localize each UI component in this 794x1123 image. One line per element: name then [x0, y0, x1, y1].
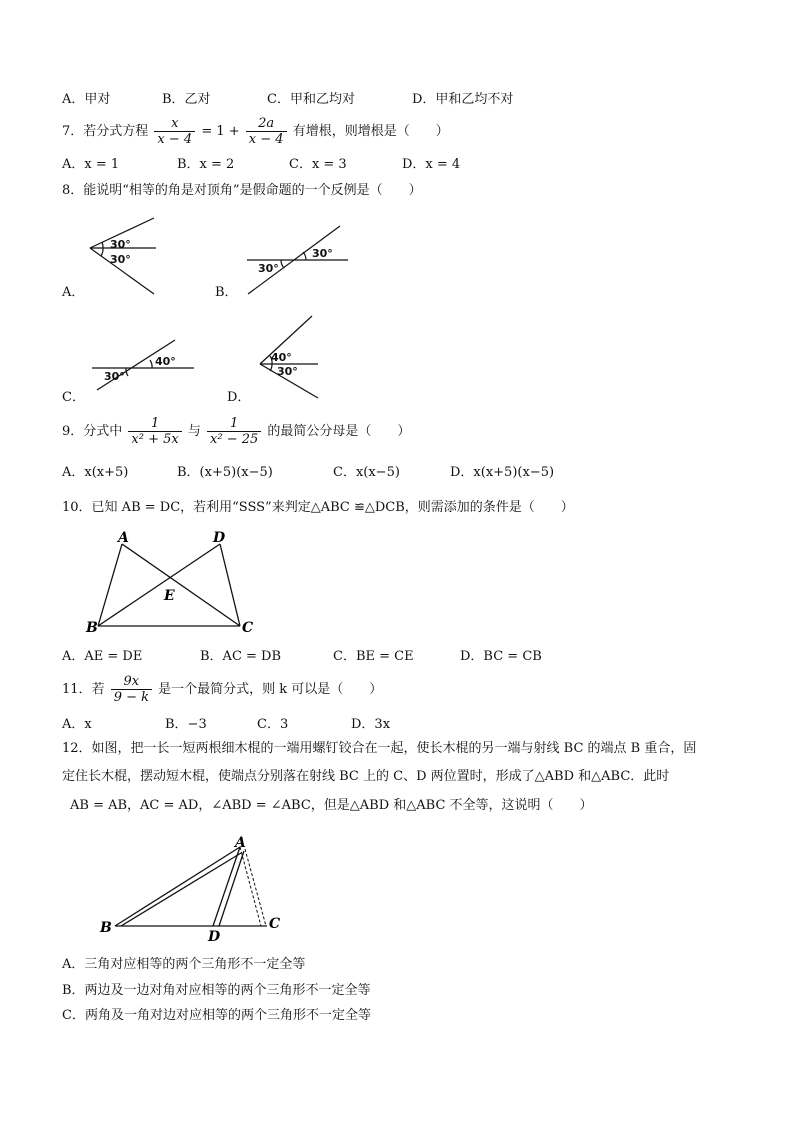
q12-point-d: D	[208, 929, 221, 945]
q9-option-a: A．x(x+5)	[62, 465, 129, 480]
q8-c-angle-1: 40°	[155, 355, 176, 368]
q8-d-angle-1: 40°	[271, 351, 292, 364]
q8-figures	[0, 210, 794, 410]
q11-suffix: 是一个最简分式，则 k 可以是（ ）	[158, 682, 383, 697]
q10-point-a: A	[118, 530, 129, 546]
q9-mid: 与	[187, 424, 201, 439]
q11-option-c: C．3	[257, 717, 289, 732]
q8-b-angle-1: 30°	[312, 247, 333, 260]
q8-label-a: A．	[62, 285, 85, 300]
q10-option-a: A．AE = DE	[62, 649, 143, 664]
q9-stem	[62, 412, 410, 452]
q12-line-3: AB = AB，AC = AD，∠ABD = ∠ABC，但是△ABD 和△ABC 不全等，这说明（ ）	[70, 798, 593, 813]
q10-point-c: C	[242, 620, 254, 636]
q11-option-a: A．x	[62, 717, 92, 732]
q12-option-b: B．两边及一边对角对应相等的两个三角形不一定全等	[62, 983, 371, 998]
q6-option-d: D．甲和乙均不对	[412, 92, 514, 107]
q8-label-b: B．	[215, 285, 238, 300]
q6-option-a: A．甲对	[62, 92, 111, 107]
q8-stem: 8．能说明“相等的角是对顶角”是假命题的一个反例是（ ）	[62, 183, 422, 198]
q8-figure-b	[247, 226, 348, 294]
q9-fraction-2: $\frac{1}{\text{x² − 25}}$	[207, 416, 261, 447]
q12-line-1: 12．如图，把一长一短两根细木棍的一端用螺钉铰合在一起，使长木棍的另一端与射线 BC 的端点 B 重合，固	[62, 741, 697, 756]
q12-point-b: B	[100, 920, 112, 936]
q10-option-b: B．AC = DB	[200, 649, 282, 664]
q12-point-c: C	[269, 916, 281, 932]
q11-prefix: 11．若	[62, 682, 105, 697]
q12-point-a: A	[235, 835, 246, 851]
q9-prefix: 9．分式中	[62, 424, 123, 439]
q10-point-e: E	[164, 588, 175, 604]
q8-c-angle-2: 30°	[104, 370, 125, 383]
q8-b-angle-2: 30°	[258, 262, 279, 275]
q7-suffix: 有增根，则增根是（ ）	[292, 124, 449, 139]
q11-option-d: D．3x	[351, 717, 391, 732]
q10-stem: 10．已知 AB = DC，若利用“SSS”来判定△ABC ≌△DCB，则需添加的条件是（ ）	[62, 500, 574, 515]
q6-option-c: C．甲和乙均对	[267, 92, 355, 107]
q12-line-2: 定住长木棍，摆动短木棍，使端点分别落在射线 BC 上的 C、D 两位置时，形成了△ABD 和△ABC．此时	[62, 769, 670, 784]
q7-option-d: D．x = 4	[402, 157, 461, 172]
q7-mid: = 1 +	[201, 124, 240, 139]
q11-option-b: B．−3	[165, 717, 207, 732]
q11-stem	[62, 670, 382, 710]
q7-stem	[62, 113, 449, 151]
q7-option-a: A．x = 1	[62, 157, 120, 172]
q8-label-c: C．	[62, 390, 85, 405]
q12-option-a: A．三角对应相等的两个三角形不一定全等	[62, 957, 306, 972]
q6-option-b: B．乙对	[162, 92, 211, 107]
q10-option-c: C．BE = CE	[333, 649, 414, 664]
q10-point-b: B	[86, 620, 98, 636]
q9-option-c: C．x(x−5)	[333, 465, 400, 480]
q10-point-d: D	[213, 530, 226, 546]
q7-prefix: 7．若分式方程	[62, 124, 149, 139]
q7-option-c: C．x = 3	[289, 157, 347, 172]
q11-fraction: $\frac{9x}{9 - k}$	[111, 674, 152, 705]
q9-fraction-1: $\frac{1}{\text{x² + 5x}}$	[128, 416, 181, 447]
q8-a-angle-2: 30°	[110, 253, 131, 266]
q9-option-b: B．(x+5)(x−5)	[177, 465, 273, 480]
q7-fraction-1: $\frac{x}{x - 4}$	[154, 116, 195, 147]
q8-d-angle-2: 30°	[277, 365, 298, 378]
q10-figure	[80, 528, 280, 638]
q10-option-d: D．BC = CB	[460, 649, 542, 664]
q9-option-d: D．x(x+5)(x−5)	[450, 465, 555, 480]
q8-a-angle-1: 30°	[110, 238, 131, 251]
q8-label-d: D．	[227, 390, 251, 405]
q7-option-b: B．x = 2	[177, 157, 235, 172]
q7-fraction-2: $\frac{2a}{x - 4}$	[246, 116, 287, 147]
q12-figure	[95, 835, 315, 945]
q9-suffix: 的最简公分母是（ ）	[267, 424, 411, 439]
q12-option-c: C．两角及一角对边对应相等的两个三角形不一定全等	[62, 1008, 371, 1023]
